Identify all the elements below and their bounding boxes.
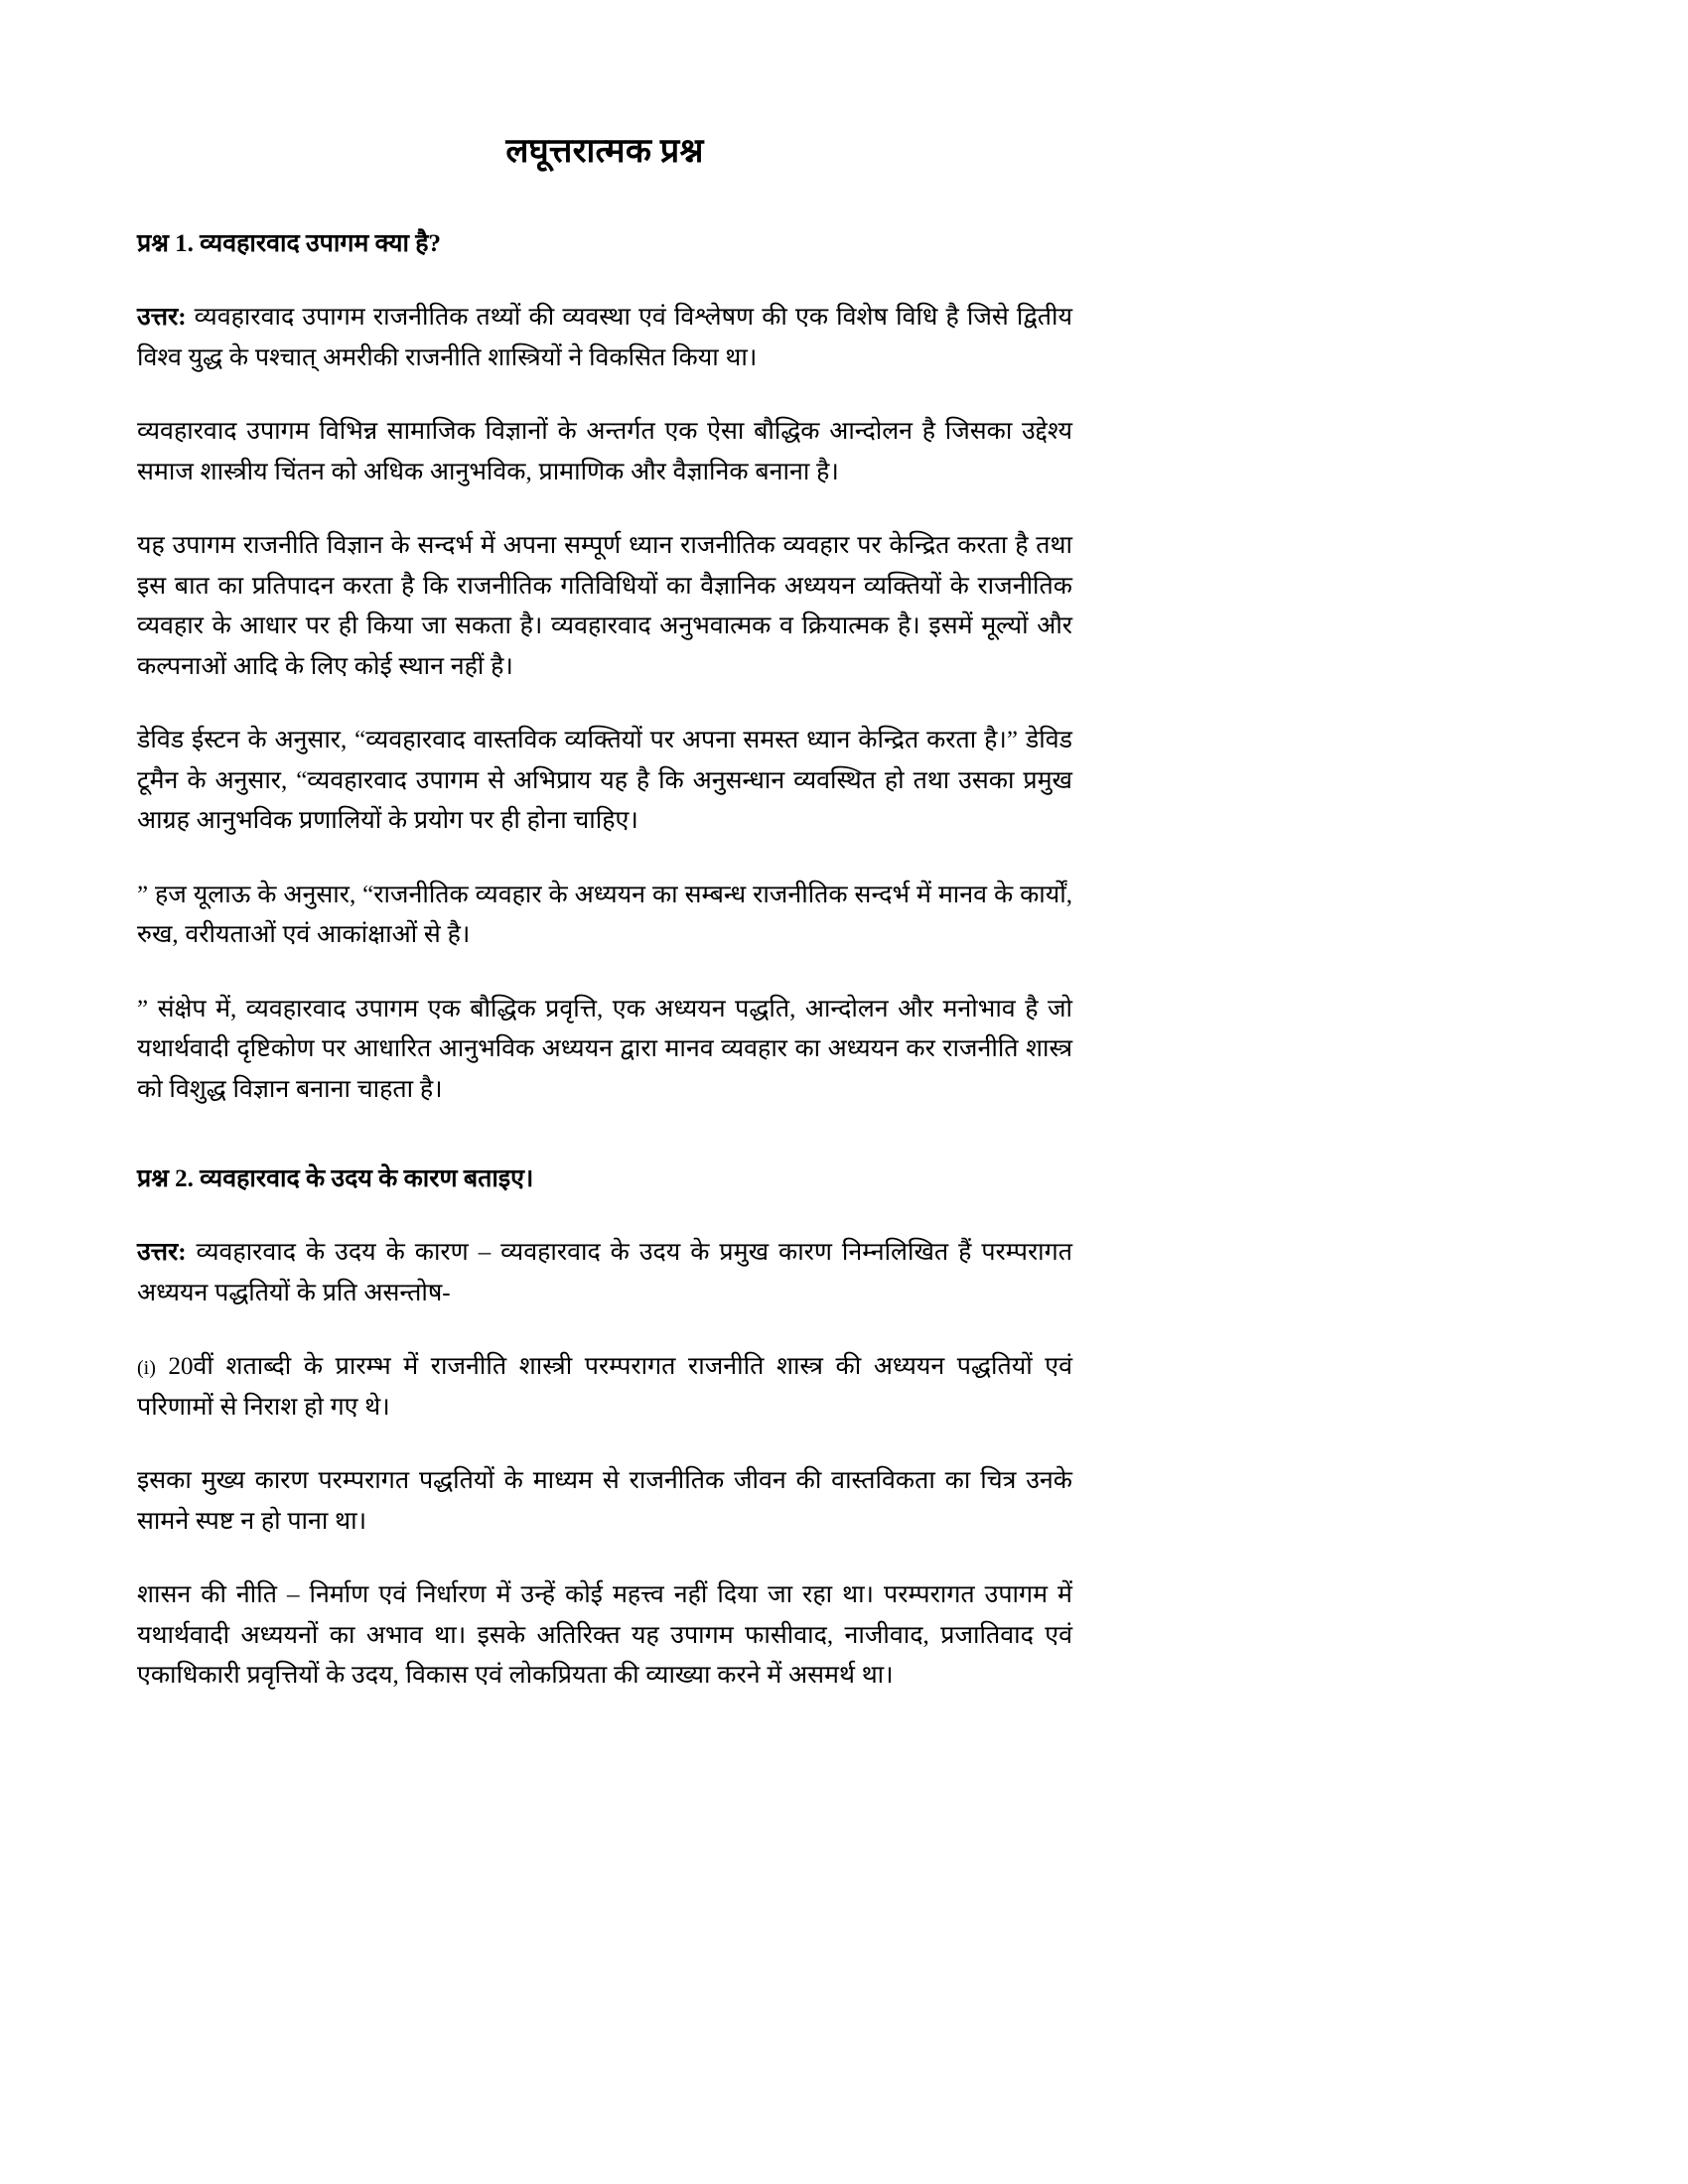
- question-heading-2: प्रश्न 2. व्यवहारवाद के उदय के कारण बताइए।: [137, 1165, 534, 1193]
- paragraph-text: 20वीं शताब्दी के प्रारम्भ में राजनीति शास्त्री परम्परागत राजनीति शास्त्र की अध्ययन पद्धतियों एवं परिणामों से निराश हो गए थे।: [137, 1353, 1072, 1421]
- list-marker: (i): [137, 1357, 156, 1380]
- list-item-roman-i: [137, 1347, 1072, 1428]
- page-title: लघूत्तरात्मक प्रश्न: [505, 133, 704, 170]
- paragraph-text: व्यवहारवाद के उदय के कारण – व्यवहारवाद के उदय के प्रमुख कारण निम्नलिखित हैं परम्परागत अध्ययन पद्धतियों के प्रति असन्तोष-: [137, 1239, 1072, 1306]
- answer-label: उत्तर:: [137, 304, 187, 332]
- paragraph-text: व्यवहारवाद उपागम राजनीतिक तथ्यों की व्यवस्था एवं विश्लेषण की एक विशेष विधि है जिसे द्वितीय विश्व युद्ध के पश्चात् अमरीकी राजनीति शास्त्रियों ने विकसित किया था।: [137, 304, 1072, 371]
- paragraph-text: डेविड ईस्टन के अनुसार, “व्यवहारवाद वास्तविक व्यक्तियों पर अपना समस्त ध्यान केन्द्रित करता है।” डेविड टूमैन के अनुसार, “व्यवहारवाद उपागम से अभिप्राय यह है कि अनुसन्धान व्यवस्थित हो तथा उसका प्रमुख आग्रह आनुभविक प्रणालियों के प्रयोग पर ही होना चाहिए।: [137, 727, 1072, 835]
- paragraph-text: शासन की नीति – निर्माण एवं निर्धारण में उन्हें कोई महत्त्व नहीं दिया जा रहा था। परम्परागत उपागम में यथार्थवादी अध्ययनों का अभाव था। इसके अतिरिक्त यह उपागम फासीवाद, नाजीवाद, प्रजातिवाद एवं एकाधिकारी प्रवृत्तियों के उदय, विकास एवं लोकप्रियता की व्याख्या करने में असमर्थ था।: [137, 1581, 1072, 1690]
- answer-paragraph: [137, 1233, 1072, 1313]
- paragraph-text: ” संक्षेप में, व्यवहारवाद उपागम एक बौद्धिक प्रवृत्ति, एक अध्ययन पद्धति, आन्दोलन और मनोभाव है जो यथार्थवादी दृष्टिकोण पर आधारित आनुभविक अध्ययन द्वारा मानव व्यवहार का अध्ययन कर राजनीति शास्त्र को विशुद्ध विज्ञान बनाना चाहता है।: [137, 995, 1072, 1103]
- answer-paragraph: [137, 298, 1072, 378]
- quote-paragraph-eulau: [137, 876, 1072, 956]
- body-paragraph: [137, 1575, 1072, 1697]
- quote-paragraph-summary: [137, 990, 1072, 1111]
- paragraph-text: व्यवहारवाद उपागम विभिन्न सामाजिक विज्ञानों के अन्तर्गत एक ऐसा बौद्धिक आन्दोलन है जिसका उद्देश्य समाज शास्त्रीय चिंतन को अधिक आनुभविक, प्रामाणिक और वैज्ञानिक बनाना है।: [137, 418, 1072, 485]
- body-paragraph: [137, 1461, 1072, 1542]
- paragraph-text: यह उपागम राजनीति विज्ञान के सन्दर्भ में अपना सम्पूर्ण ध्यान राजनीतिक व्यवहार पर केन्द्रित करता है तथा इस बात का प्रतिपादन करता है कि राजनीतिक गतिविधियों का वैज्ञानिक अध्ययन व्यक्तियों के राजनीतिक व्यवहार के आधार पर ही किया जा सकता है। व्यवहारवाद अनुभवात्मक व क्रियात्मक है। इसमें मूल्यों और कल्पनाओं आदि के लिए कोई स्थान नहीं है।: [137, 532, 1072, 680]
- question-heading-1: प्रश्न 1. व्यवहारवाद उपागम क्या है?: [137, 229, 442, 257]
- quote-paragraph-easton-truman: [137, 721, 1072, 842]
- section-spacer: [137, 1144, 1072, 1161]
- body-paragraph: [137, 526, 1072, 687]
- paragraph-text: इसका मुख्य कारण परम्परागत पद्धतियों के माध्यम से राजनीतिक जीवन की वास्तविकता का चित्र उनके सामने स्पष्ट न हो पाना था।: [137, 1467, 1072, 1535]
- body-paragraph: [137, 412, 1072, 492]
- paragraph-text: ” हज यूलाऊ के अनुसार, “राजनीतिक व्यवहार के अध्ययन का सम्बन्ध राजनीतिक सन्दर्भ में मानव के कार्यों, रुख, वरीयताओं एवं आकांक्षाओं से है।: [137, 881, 1072, 949]
- answer-label: उत्तर:: [137, 1239, 187, 1267]
